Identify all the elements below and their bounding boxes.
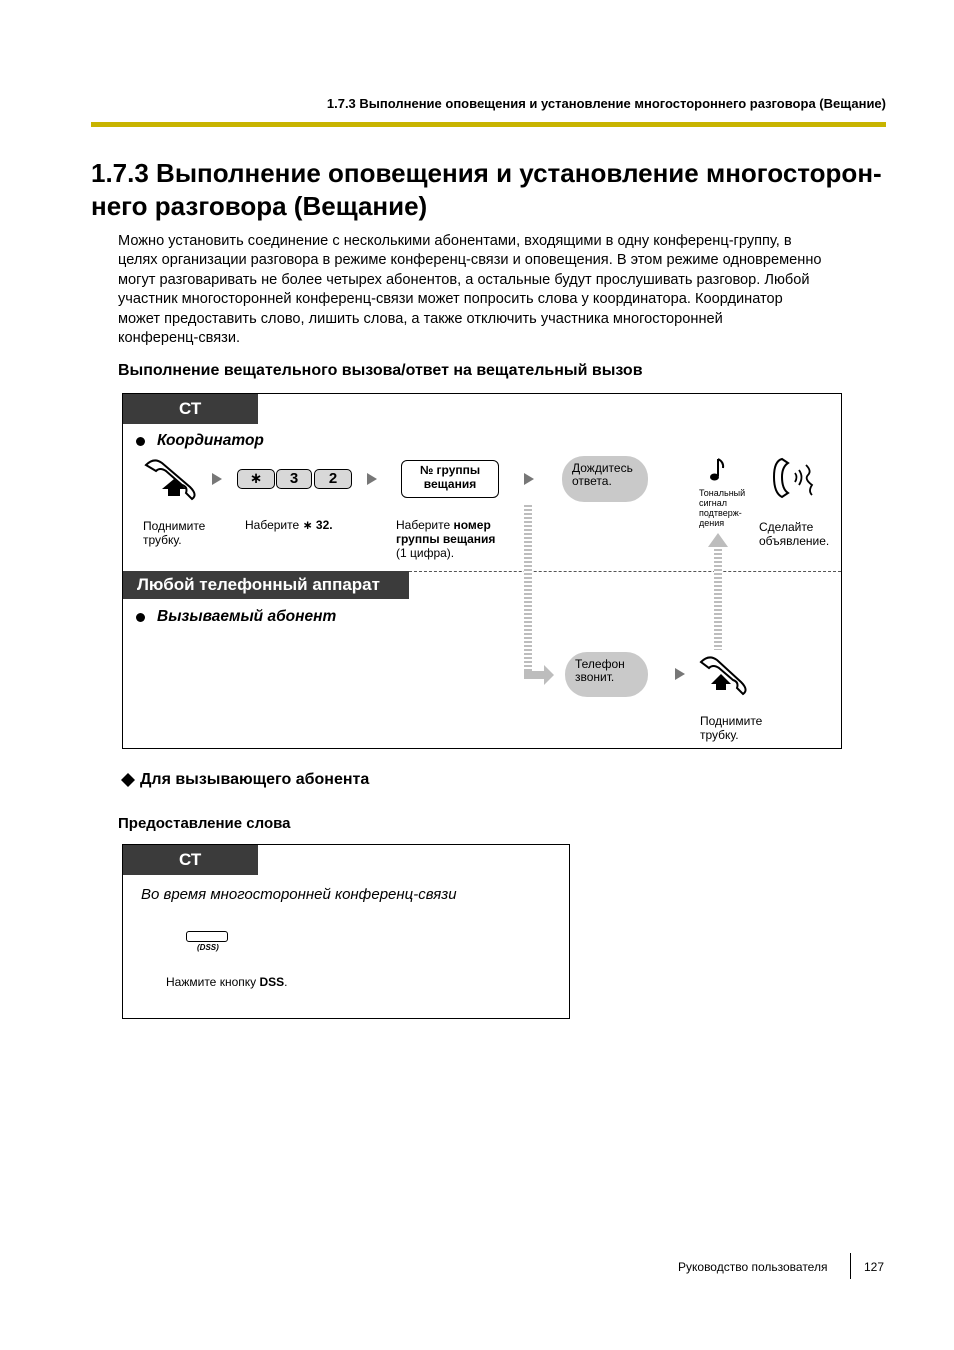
subsection-heading-give-floor: Предоставление слова xyxy=(118,815,291,832)
bullet-icon xyxy=(136,613,145,622)
answer-caption xyxy=(700,714,762,742)
flow-arrow-up-icon xyxy=(708,533,728,547)
caption-line: дения xyxy=(699,518,725,528)
flow-bar-down xyxy=(524,505,532,675)
caption-text: (1 цифра). xyxy=(396,546,455,560)
caption-line: объявление. xyxy=(759,534,830,548)
role-coordinator: Координатор xyxy=(157,432,264,449)
intro-line: могут разговаривать не более четырех абонентов, а остальные будут прослушивать разговор. Любой xyxy=(118,271,810,288)
running-header: 1.7.3 Выполнение оповещения и установление многостороннего разговора (Вещание) xyxy=(326,96,886,111)
flow-bar-up xyxy=(714,545,722,650)
footer-title: Руководство пользователя xyxy=(678,1260,828,1274)
group-number-box xyxy=(401,460,499,498)
key-3: 3 xyxy=(276,469,312,489)
phone-rings-pill xyxy=(565,652,648,697)
caption-text: Нажмите кнопку xyxy=(166,975,260,989)
caption-text: Наберите xyxy=(245,518,300,532)
tag-st: СТ xyxy=(123,394,258,424)
page-title xyxy=(91,157,891,223)
key-star: ∗ xyxy=(237,469,275,489)
header-rule xyxy=(91,122,886,127)
caption-text: Наберите xyxy=(396,518,454,532)
caption-text: . xyxy=(284,975,288,989)
dss-button xyxy=(186,931,228,942)
caption-line: Поднимите xyxy=(143,519,206,533)
caption-code: ∗ 32. xyxy=(302,518,333,532)
dss-button-label: (DSS) xyxy=(197,943,219,952)
footer-divider xyxy=(850,1253,851,1279)
wait-answer-pill xyxy=(562,456,648,502)
caption-line: Тональный xyxy=(699,488,746,498)
caption-line: сигнал xyxy=(699,498,728,508)
music-note-icon xyxy=(708,457,728,483)
step-dial-caption xyxy=(245,518,333,532)
step-group-caption xyxy=(396,518,495,560)
section-heading-broadcast: Выполнение вещательного вызова/ответ на вещательный вызов xyxy=(118,362,643,379)
pill-line: Дождитесь xyxy=(572,461,633,475)
group-box-line: № группы xyxy=(419,463,481,477)
caption-line: Сделайте xyxy=(759,520,814,534)
press-dss-caption xyxy=(166,975,288,989)
key-2: 2 xyxy=(314,469,352,489)
bullet-icon xyxy=(136,437,145,446)
flow-arrow-right-icon xyxy=(524,665,554,685)
pill-line: Телефон xyxy=(575,657,625,671)
step-lift-caption xyxy=(143,519,205,547)
handset-off-hook-icon xyxy=(697,652,753,696)
intro-line: целях организации разговора в режиме конференц-связи и оповещения. В этом режиме одновременно xyxy=(118,252,822,269)
section-heading-caller: Для вызывающего абонента xyxy=(140,771,370,788)
role-called-party: Вызываемый абонент xyxy=(157,608,337,625)
arrow-right-icon xyxy=(212,473,222,485)
caption-bold: номер xyxy=(453,518,491,532)
announce-caption xyxy=(759,520,829,548)
intro-paragraph xyxy=(118,232,893,348)
speaking-handset-icon xyxy=(768,455,818,501)
caption-bold: группы вещания xyxy=(396,532,496,546)
handset-off-hook-icon xyxy=(140,455,204,501)
tag-any-phone: Любой телефонный аппарат xyxy=(123,571,409,599)
intro-line: Можно установить соединение с несколькими абонентами, входящими в одну конференц-группу, в xyxy=(118,233,792,249)
intro-line: участник многосторонней конференц-связи может попросить слова у координатора. Координатор xyxy=(118,291,783,308)
intro-line: может предоставить слово, лишить слова, а также отключить участника многосторонней xyxy=(118,310,723,327)
arrow-right-icon xyxy=(524,473,534,485)
tag-st: СТ xyxy=(123,845,258,875)
title-line-1: 1.7.3 Выполнение оповещения и установление многосторон- xyxy=(91,158,882,188)
group-box-line: вещания xyxy=(423,477,477,491)
page-number: 127 xyxy=(864,1260,885,1274)
caption-line: Поднимите xyxy=(700,714,763,728)
arrow-right-icon xyxy=(675,668,685,680)
caption-line: трубку. xyxy=(700,728,739,742)
arrow-right-icon xyxy=(367,473,377,485)
caption-line: трубку. xyxy=(143,533,182,547)
dashed-divider xyxy=(409,571,841,572)
intro-line: конференц-связи. xyxy=(118,330,241,347)
pill-line: звонит. xyxy=(575,670,615,684)
caption-bold: DSS xyxy=(259,975,285,989)
title-line-2: него разговора (Вещание) xyxy=(91,191,428,221)
context-note: Во время многосторонней конференц-связи xyxy=(141,886,457,903)
diamond-bullet-icon xyxy=(121,773,135,787)
pill-line: ответа. xyxy=(572,474,612,488)
caption-line: подтверж- xyxy=(699,508,742,518)
tone-caption xyxy=(699,488,745,528)
